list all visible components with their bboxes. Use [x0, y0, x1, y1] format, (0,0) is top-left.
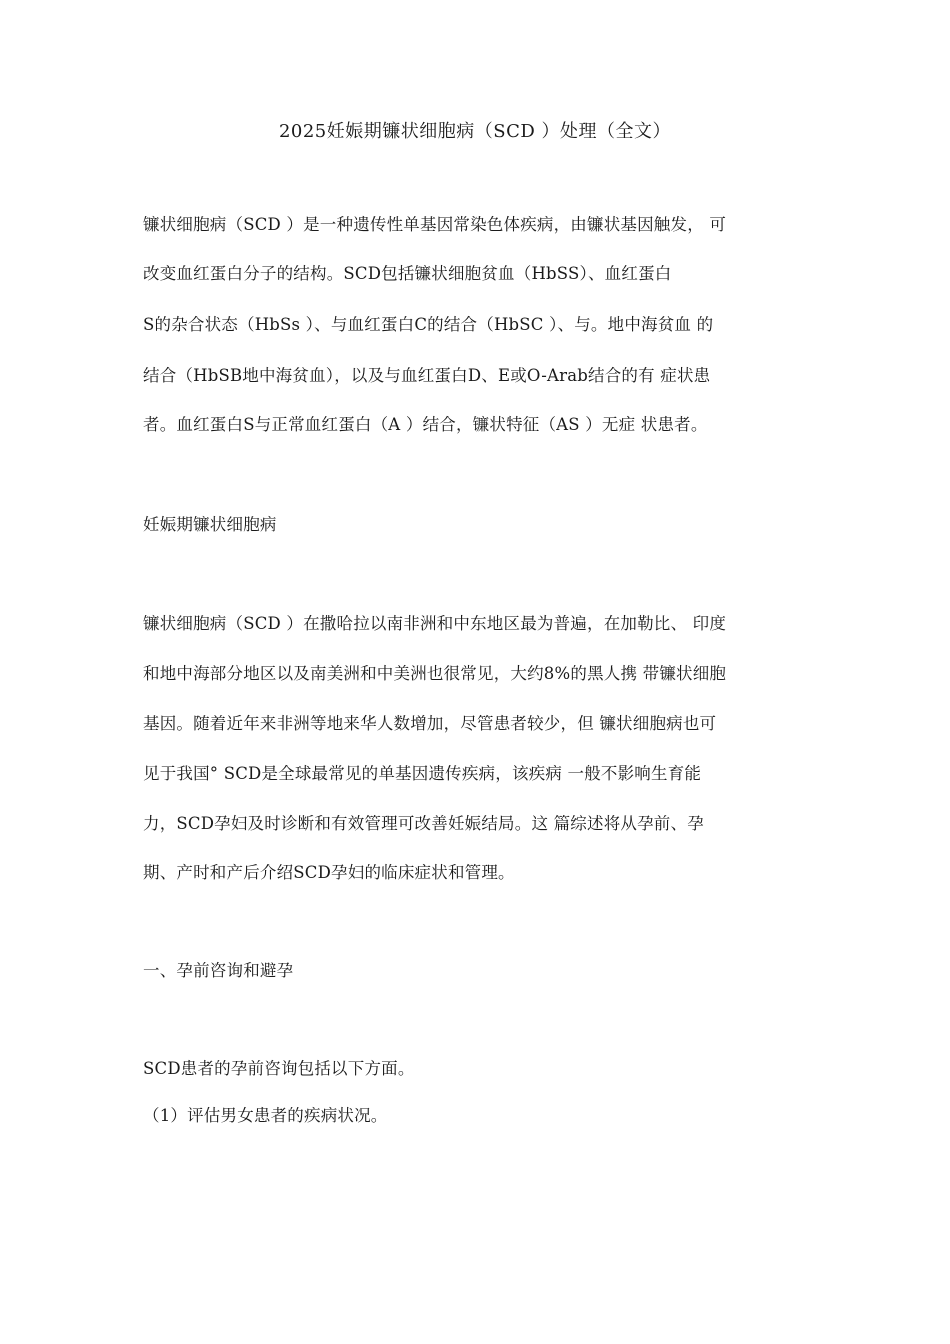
paragraph-counseling: SCD患者的孕前咨询包括以下方面。 — [143, 1059, 415, 1078]
paragraph-line: 和地中海部分地区以及南美洲和中美洲也很常见，大约8%的黑人携 带镰状细胞 — [143, 664, 727, 683]
paragraph-line: S的杂合状态（HbSs ）、与血红蛋白C的结合（HbSC ）、与。地中海贫血 的 — [143, 315, 714, 334]
paragraph-line: 见于我国° SCD是全球最常见的单基因遗传疾病，该疾病 一般不影响生育能 — [143, 764, 702, 783]
list-item: （1）评估男女患者的疾病状况。 — [143, 1106, 388, 1125]
document-title: 2025妊娠期镰状细胞病（SCD ）处理（全文） — [278, 121, 672, 142]
section-heading: 一、孕前咨询和避孕 — [143, 961, 294, 980]
paragraph-line: 改变血红蛋白分子的结构。SCD包括镰状细胞贫血（HbSS）、血红蛋白 — [143, 264, 672, 283]
paragraph-line: 者。血红蛋白S与正常血红蛋白（A ）结合，镰状特征（AS ）无症 状患者。 — [143, 415, 708, 434]
section-heading: 妊娠期镰状细胞病 — [143, 515, 277, 534]
paragraph-line: 基因。随着近年来非洲等地来华人数增加，尽管患者较少，但 镰状细胞病也可 — [143, 714, 717, 733]
paragraph-line: 镰状细胞病（SCD ）是一种遗传性单基因常染色体疾病，由镰状基因触发， 可 — [143, 215, 727, 234]
paragraph-line: 结合（HbSB地中海贫血），以及与血红蛋白D、E或O-Arab结合的有 症状患 — [143, 366, 711, 385]
paragraph-line: 期、产时和产后介绍SCD孕妇的临床症状和管理。 — [143, 863, 515, 882]
paragraph-line: 力，SCD孕妇及时诊断和有效管理可改善妊娠结局。这 篇综述将从孕前、孕 — [143, 814, 704, 833]
paragraph-line: 镰状细胞病（SCD ）在撒哈拉以南非洲和中东地区最为普遍，在加勒比、 印度 — [143, 614, 727, 633]
